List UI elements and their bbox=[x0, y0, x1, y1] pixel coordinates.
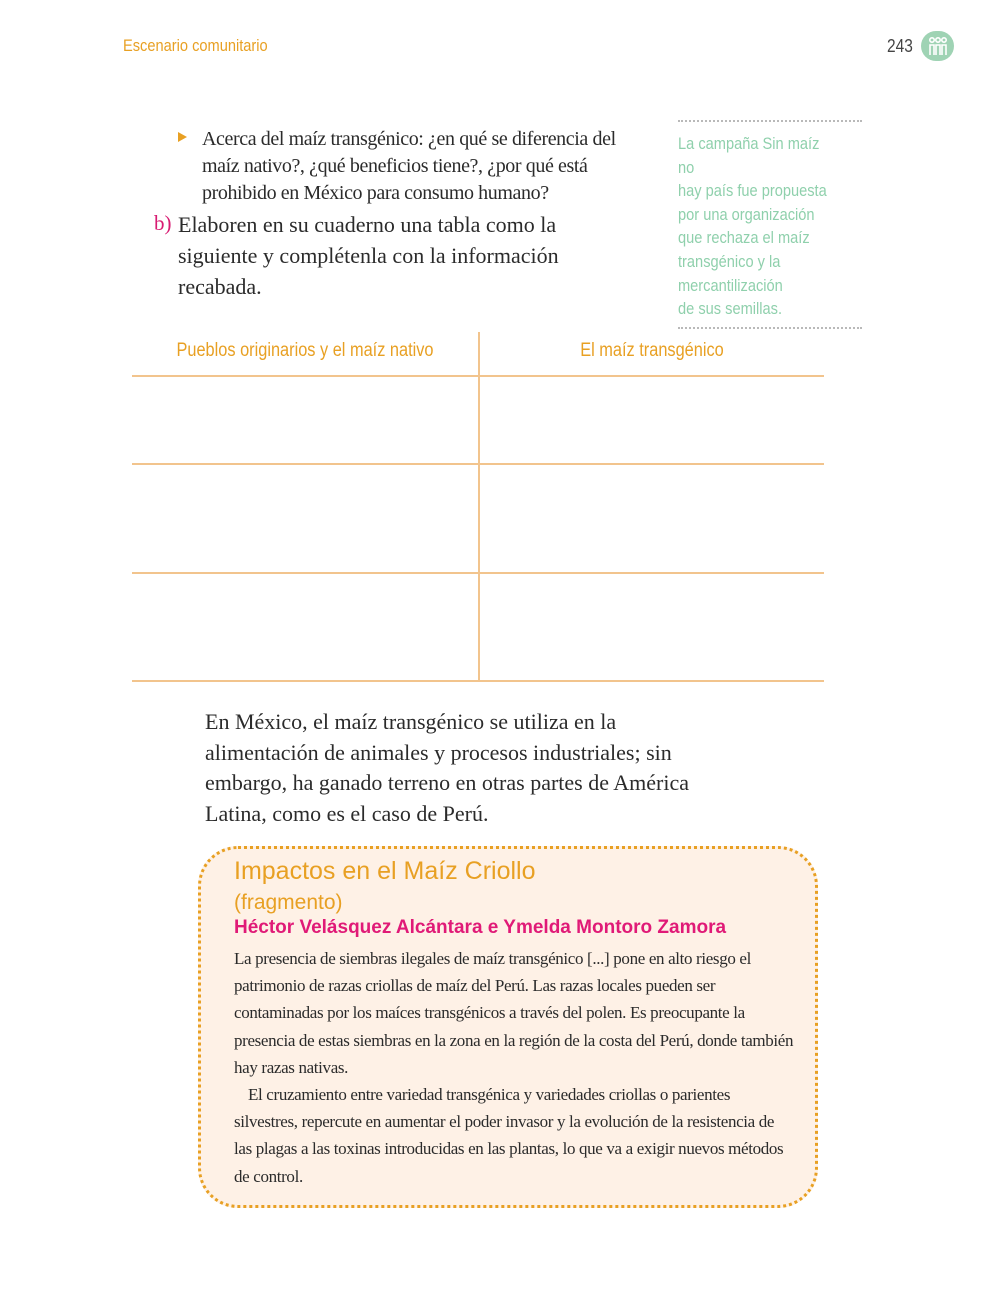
table-header-native-corn: Pueblos originarios y el maíz nativo bbox=[176, 340, 434, 361]
item-b-instruction: Elaboren en su cuaderno una tabla como la siguiente y complétenla con la información recabada. bbox=[178, 212, 559, 299]
side-note bbox=[678, 120, 862, 329]
reading-paragraph: El cruzamiento entre variedad transgénica y variedades criollas o parientes silvestres, repercute en aumentar el poder invasor y la evolución de la resistencia de las plagas a las toxinas introducidas en las plantas, lo que va a exigir nuevos métodos de control. bbox=[234, 1085, 784, 1186]
table-header-rule bbox=[132, 375, 824, 377]
item-b-marker: b) bbox=[154, 211, 172, 235]
table-row-rule bbox=[132, 572, 824, 574]
side-note-text: La campaña Sin maíz no hay país fue propuesta por una organización que rechaza el maíz transgénico y la mercantilización de sus semillas. bbox=[678, 134, 827, 319]
body-paragraph: En México, el maíz transgénico se utiliza en la alimentación de animales y procesos industriales; sin embargo, ha ganado terreno en otras partes de América Latina, como es el caso de Perú. bbox=[205, 709, 689, 827]
table-column-divider bbox=[478, 332, 480, 682]
reading-authors: Héctor Velásquez Alcántara e Ymelda Montoro Zamora bbox=[234, 917, 727, 938]
page-number: 243 bbox=[887, 36, 913, 56]
section-name: Escenario comunitario bbox=[123, 36, 268, 55]
table-header-transgenic-corn: El maíz transgénico bbox=[580, 340, 724, 361]
reading-body bbox=[234, 945, 794, 1190]
comparison-table bbox=[132, 332, 824, 682]
reading-title: Impactos en el Maíz Criollo bbox=[234, 857, 536, 885]
reading-paragraph: La presencia de siembras ilegales de maíz transgénico [...] pone en alto riesgo el patrimonio de razas criollas de maíz del Perú. Las razas locales pueden ser contaminadas por los maíces transgénicos a través del polen. Es preocupante la presencia de estas siembras en la zona en la región de la costa del Perú, donde también hay razas nativas. bbox=[234, 949, 794, 1077]
reading-subtitle: (fragmento) bbox=[234, 891, 343, 914]
community-people-icon bbox=[921, 31, 954, 61]
table-row-rule bbox=[132, 463, 824, 465]
bullet-question: Acerca del maíz transgénico: ¿en qué se diferencia del maíz nativo?, ¿qué beneficios tiene?, ¿por qué está prohibido en México para consumo humano? bbox=[202, 128, 616, 204]
table-bottom-rule bbox=[132, 680, 824, 682]
bullet-arrow-icon bbox=[178, 132, 187, 142]
